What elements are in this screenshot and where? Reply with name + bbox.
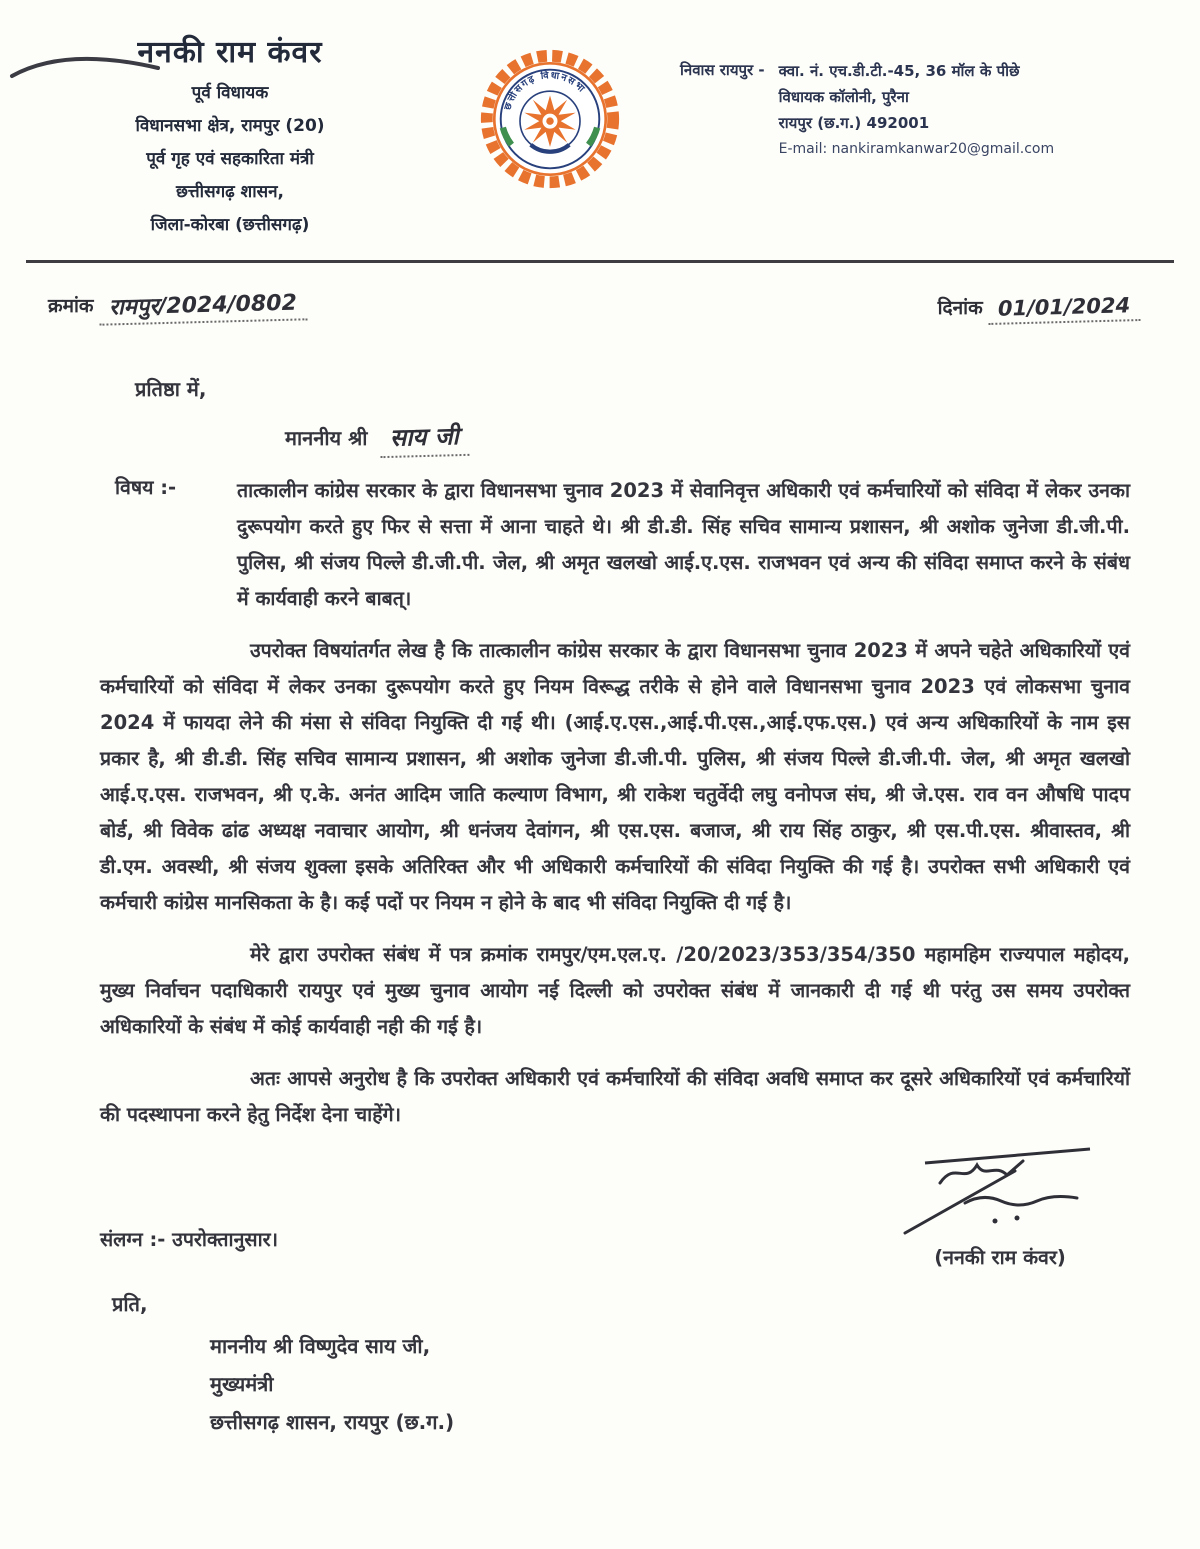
date-handwritten: 01/01/2024 — [987, 293, 1140, 325]
email-line: E-mail: nankiramkanwar20@gmail.com — [778, 141, 1055, 157]
addressee-line — [285, 420, 1200, 457]
copy-to-label: प्रति, — [112, 1292, 148, 1316]
date-label: दिनांक — [937, 297, 983, 319]
copy-to-block — [210, 1327, 1200, 1441]
salutation-line: प्रतिष्ठा में, — [135, 377, 207, 401]
addressee-name-handwritten: साय जी — [380, 419, 470, 458]
sender-name: ननकी राम कंवर — [137, 35, 323, 70]
ref-label: क्रमांक — [48, 295, 94, 317]
enclosure-line: संलग्न :- उपरोक्तानुसार। — [100, 1228, 279, 1251]
closing-row — [100, 1141, 1105, 1270]
letterhead-right-block — [680, 58, 1160, 162]
copy-to-line: छत्तीसगढ़ शासन, रायपुर (छ.ग.) — [210, 1410, 455, 1434]
address-line: रायपुर (छ.ग.) 492001 — [778, 114, 930, 132]
body-paragraph: मेरे द्वारा उपरोक्त संबंध में पत्र क्रमांक रामपुर/एम.एल.ए. /20/2023/353/354/350 महामहिम राज्यपाल महोदय, मुख्य निर्वाचन पदाधिकारी रायपुर एवं मुख्य चुनाव आयोग नई दिल्ली को उपरोक्त संबंध में जानकारी दी गई थी परंतु उस समय उपरोक्त अधिकारियों के संबंध में कोई कार्यवाही नही की गई है। — [100, 943, 1130, 1038]
copy-to-line: माननीय श्री विष्णुदेव साय जी, — [210, 1334, 431, 1358]
copy-to-line: मुख्यमंत्री — [210, 1372, 274, 1396]
address-line: विधायक कॉलोनी, पुरैना — [778, 88, 909, 106]
residence-address — [779, 58, 1055, 162]
subject-label: विषय :- — [115, 476, 177, 499]
signature-icon — [895, 1141, 1105, 1237]
body-paragraph: उपरोक्त विषयांतर्गत लेख है कि तात्कालीन कांग्रेस सरकार के द्वारा विधानसभा चुनाव 2023 में अपने चहेते अधिकारियों एवं कर्मचारियों को संविदा में लेकर उनका दुरूपयोग करते हुए नियम विरूद्ध तरीके से होने वाले विधानसभा चुनाव 2023 एवं लोकसभा चुनाव 2024 में फायदा लेने की मंसा से संविदा नियुक्ति दी गई थी। (आई.ए.एस.,आई.पी.एस.,आई.एफ.एस.) एवं अन्य अधिकारियों के नाम इस प्रकार है, श्री डी.डी. सिंह सचिव सामान्य प्रशासन, श्री अशोक जुनेजा डी.जी.पी. पुलिस, श्री संजय पिल्ले डी.जी.पी. जेल, श्री अमृत खलखो आई.ए.एस. राजभवन, श्री ए.के. अनंत आदिम जाति कल्याण विभाग, श्री राकेश चतुर्वेदी लघु वनोपज संघ, श्री जे.एस. राव वन औषधि पादप बोर्ड, श्री विवेक ढांढ अध्यक्ष नवाचार आयोग, श्री धनंजय देवांगन, श्री एस.एस. बजाज, श्री राय सिंह ठाकुर, श्री एस.पी.एस. श्रीवास्तव, श्री डी.एम. अवस्थी, श्री संजय शुक्ला इसके अतिरिक्त और भी अधिकारी कर्मचारियों की संविदा नियुक्ति की गई है। उपरोक्त सभी अधिकारी एवं कर्मचारी कांग्रेस मानसिकता के है। कई पदों पर नियम न होने के बाद भी संविदा नियुक्ति दी गई है। — [100, 639, 1130, 914]
vidhansabha-emblem-icon — [475, 44, 625, 194]
ref-number-handwritten: रामपुर/2024/0802 — [98, 286, 307, 325]
residence-label: निवास रायपुर - — [680, 61, 765, 79]
ref-date-row — [48, 289, 1140, 323]
signatory-name: (ननकी राम कंवर) — [934, 1246, 1066, 1269]
ref-group — [48, 289, 306, 323]
date-group — [938, 294, 1140, 323]
address-line: क्वा. नं. एच.डी.टी.-45, 36 मॉल के पीछे — [778, 62, 1020, 80]
pen-mark — [8, 38, 168, 98]
emblem-ring-text: छत्तीसगढ़ विधानसभा — [502, 70, 588, 112]
subject-block — [115, 473, 1130, 617]
body-paragraph: अतः आपसे अनुरोध है कि उपरोक्त अधिकारी एवं कर्मचारियों की संविदा अवधि समाप्त कर दूसरे अधिकारियों एवं कर्मचारियों की पदस्थापना करने हेतु निर्देश देना चाहेंगे। — [100, 1067, 1130, 1126]
sender-title-line: छत्तीसगढ़ शासन, — [176, 182, 284, 202]
subject-text: तात्कालीन कांग्रेस सरकार के द्वारा विधानसभा चुनाव 2023 में सेवानिवृत्त अधिकारी एवं कर्मचारियों को संविदा में लेकर उनका दुरूपयोग करते हुए फिर से सत्ता में आना चाहते थे। श्री डी.डी. सिंह सचिव सामान्य प्रशासन, श्री अशोक जुनेजा डी.जी.पी. पुलिस, श्री संजय पिल्ले डी.जी.पी. जेल, श्री अमृत खलखो आई.ए.एस. राजभवन एवं अन्य की संविदा समाप्त करने के संबंध में कार्यवाही करने बाबत्। — [237, 479, 1130, 610]
letterhead — [0, 0, 1200, 250]
sender-title-line: पूर्व विधायक — [191, 83, 269, 103]
sender-title-line: विधानसभा क्षेत्र, रामपुर (20) — [135, 116, 325, 136]
signature-block — [895, 1141, 1105, 1270]
sender-title-line: जिला-कोरबा (छत्तीसगढ़) — [150, 215, 310, 235]
letterhead-divider — [26, 260, 1174, 263]
addressee-prefix: माननीय श्री — [285, 426, 368, 450]
sender-title-line: पूर्व गृह एवं सहकारिता मंत्री — [146, 149, 314, 169]
